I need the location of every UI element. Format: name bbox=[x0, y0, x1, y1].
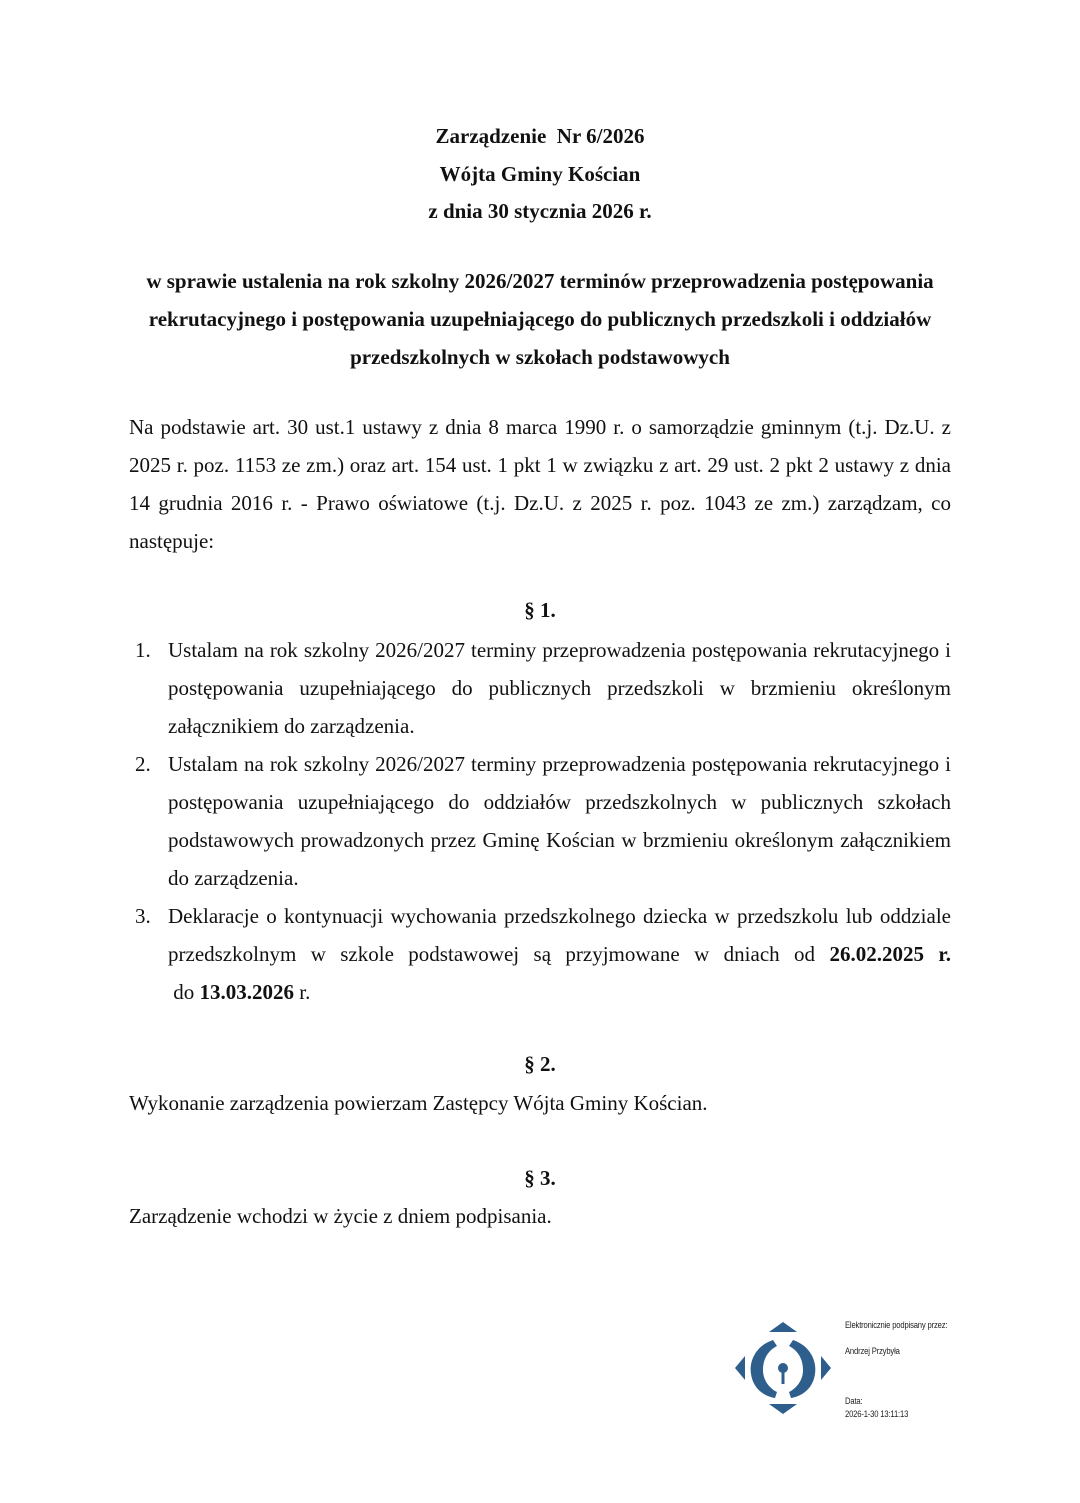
list-item bbox=[129, 631, 951, 745]
list-item-text: Ustalam na rok szkolny 2026/2027 terminy przeprowadzenia postępowania rekrutacyjnego i postępowania uzupełniającego do oddziałów przedszkolnych w publicznych szkołach podstawowych prowadzonych przez Gminę Kościan w brzmieniu określonym załącznikiem do zarządzenia. bbox=[168, 752, 951, 890]
end-date: 13.03.2026 bbox=[199, 980, 294, 1004]
document-issuer: Wójta Gminy Kościan bbox=[439, 161, 641, 186]
list-item-number: 1. bbox=[135, 638, 151, 662]
document-title: Zarządzenie Nr 6/2026 bbox=[435, 124, 645, 148]
section-1-list bbox=[129, 631, 951, 1011]
list-item-text-mid: do bbox=[168, 980, 200, 1004]
list-item-text-after: r. bbox=[294, 980, 311, 1004]
signer-name: Andrzej Przybyła bbox=[845, 1346, 900, 1356]
e-signature-pen-nib-icon bbox=[733, 1318, 833, 1418]
legal-basis-preamble: Na podstawie art. 30 ust.1 ustawy z dnia 8 marca 1990 r. o samorządzie gminnym (t.j. Dz.U. z 2025 r. poz. 1153 ze zm.) oraz art. 154 ust. 1 pkt 1 w związku z art. 29 ust. 2 pkt 2 ustawy z dnia 14 grudnia 2016 r. - Prawo oświatowe (t.j. Dz.U. z 2025 r. poz. 1043 ze zm.) zarządzam, co następuje: bbox=[129, 415, 951, 553]
document-date: z dnia 30 stycznia 2026 r. bbox=[428, 199, 652, 223]
list-item bbox=[129, 897, 951, 1011]
section-2-heading: § 2. bbox=[524, 1052, 556, 1076]
list-item-number: 2. bbox=[135, 752, 151, 776]
list-item-number: 3. bbox=[135, 904, 151, 928]
section-2-text: Wykonanie zarządzenia powierzam Zastępcy Wójta Gminy Kościan. bbox=[129, 1091, 708, 1115]
section-3-text: Zarządzenie wchodzi w życie z dniem podpisania. bbox=[129, 1204, 552, 1228]
signature-date-label: Data: bbox=[845, 1396, 863, 1406]
electronic-signature-block bbox=[733, 1318, 973, 1428]
list-item-text-before: Deklaracje o kontynuacji wychowania przedszkolnego dziecka w przedszkolu lub oddziale przedszkolnym w szkole podstawowej są przyjmowane w dniach od bbox=[168, 904, 951, 966]
document-header bbox=[0, 118, 1080, 231]
section-3-heading: § 3. bbox=[524, 1166, 556, 1190]
list-item-text: Ustalam na rok szkolny 2026/2027 terminy przeprowadzenia postępowania rekrutacyjnego i postępowania uzupełniającego do publicznych przedszkoli w brzmieniu określonym załącznikiem do zarządzenia. bbox=[168, 638, 951, 738]
signature-date-value: 2026-1-30 13:11:13 bbox=[845, 1409, 909, 1419]
signature-label: Elektronicznie podpisany przez: bbox=[845, 1320, 948, 1330]
start-date: 26.02.2025 r. bbox=[829, 942, 951, 966]
section-1-heading: § 1. bbox=[524, 598, 556, 622]
list-item bbox=[129, 745, 951, 897]
document-subject: w sprawie ustalenia na rok szkolny 2026/2027 terminów przeprowadzenia postępowania rekrutacyjnego i postępowania uzupełniającego do publicznych przedszkoli i oddziałów przedszkolnych w szkołach podstawowych bbox=[146, 269, 934, 369]
